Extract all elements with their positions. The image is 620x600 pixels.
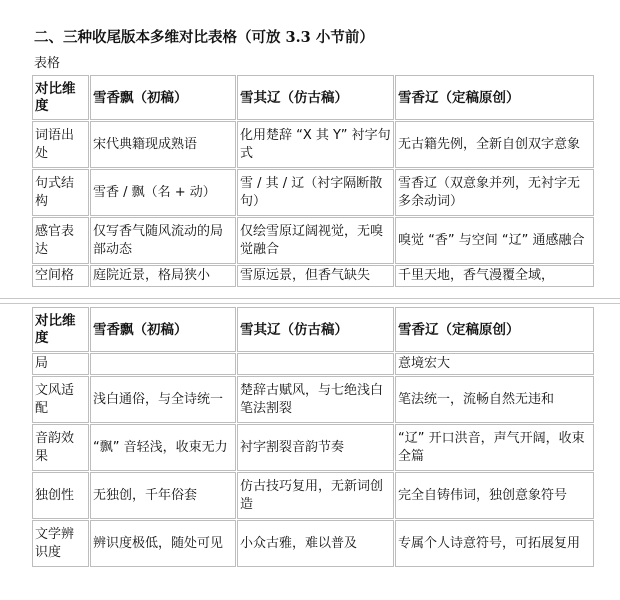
cell-draft: 浅白通俗，与全诗统一	[90, 376, 236, 423]
header-archaic: 雪其辽（仿古稿）	[237, 307, 394, 352]
cell-draft: 庭院近景，格局狭小	[90, 265, 236, 287]
row-label: 文风适配	[32, 376, 89, 423]
header-final: 雪香辽（定稿原创）	[395, 307, 594, 352]
table-row	[32, 265, 594, 287]
table-row	[32, 169, 594, 216]
table-row	[32, 424, 594, 471]
section-heading: 二、三种收尾版本多维对比表格（可放 3.3 小节前）	[34, 29, 374, 46]
header-archaic: 雪其辽（仿古稿）	[237, 75, 394, 120]
table-row	[32, 472, 594, 519]
row-label: 空间格	[32, 265, 89, 287]
row-label: 词语出处	[32, 121, 89, 168]
cell-draft: “飘” 音轻浅，收束无力	[90, 424, 236, 471]
cell-final: 嗅觉 “香” 与空间 “辽” 通感融合	[395, 217, 594, 264]
row-label: 局	[32, 353, 89, 375]
cell-final: 笔法统一，流畅自然无违和	[395, 376, 594, 423]
cell-final: 专属个人诗意符号，可拓展复用	[395, 520, 594, 567]
cell-archaic: 衬字割裂音韵节奏	[237, 424, 394, 471]
cell-archaic: 仅绘雪原辽阔视觉，无嗅觉融合	[237, 217, 394, 264]
cell-final: 完全自铸伟词，独创意象符号	[395, 472, 594, 519]
cell-final: 意境宏大	[395, 353, 594, 375]
cell-archaic: 雪 / 其 / 辽（衬字隔断散句）	[237, 169, 394, 216]
row-label: 音韵效果	[32, 424, 89, 471]
cell-archaic: 雪原远景，但香气缺失	[237, 265, 394, 287]
cell-draft: 无独创，千年俗套	[90, 472, 236, 519]
comparison-table-page-2	[31, 306, 595, 568]
cell-draft: 仅写香气随风流动的局部动态	[90, 217, 236, 264]
header-draft: 雪香飘（初稿）	[90, 75, 236, 120]
cell-archaic: 化用楚辞 “X 其 Y” 衬字句式	[237, 121, 394, 168]
comparison-table-page-1	[31, 74, 595, 288]
cell-draft: 辨识度极低，随处可见	[90, 520, 236, 567]
table-row	[32, 353, 594, 375]
header-final: 雪香辽（定稿原创）	[395, 75, 594, 120]
table-row	[32, 376, 594, 423]
header-dimension: 对比维度	[32, 307, 89, 352]
table-row	[32, 121, 594, 168]
table-header-row	[32, 75, 594, 120]
row-label: 句式结构	[32, 169, 89, 216]
cell-final: 雪香辽（双意象并列，无衬字无多余动词）	[395, 169, 594, 216]
table-row	[32, 217, 594, 264]
cell-archaic: 楚辞古赋风，与七绝浅白笔法割裂	[237, 376, 394, 423]
page-break	[0, 298, 620, 304]
header-draft: 雪香飘（初稿）	[90, 307, 236, 352]
cell-archaic: 小众古雅，难以普及	[237, 520, 394, 567]
cell-final: “辽” 开口洪音，声气开阔，收束全篇	[395, 424, 594, 471]
cell-archaic	[237, 353, 394, 375]
cell-draft: 雪香 / 飘（名 + 动）	[90, 169, 236, 216]
row-label: 文学辨识度	[32, 520, 89, 567]
table-caption: 表格	[34, 56, 61, 71]
cell-final: 无古籍先例，全新自创双字意象	[395, 121, 594, 168]
cell-archaic: 仿古技巧复用，无新词创造	[237, 472, 394, 519]
table-row	[32, 520, 594, 567]
table-header-row	[32, 307, 594, 352]
row-label: 感官表达	[32, 217, 89, 264]
cell-final: 千里天地，香气漫覆全域，	[395, 265, 594, 287]
row-label: 独创性	[32, 472, 89, 519]
cell-draft: 宋代典籍现成熟语	[90, 121, 236, 168]
header-dimension: 对比维度	[32, 75, 89, 120]
cell-draft	[90, 353, 236, 375]
